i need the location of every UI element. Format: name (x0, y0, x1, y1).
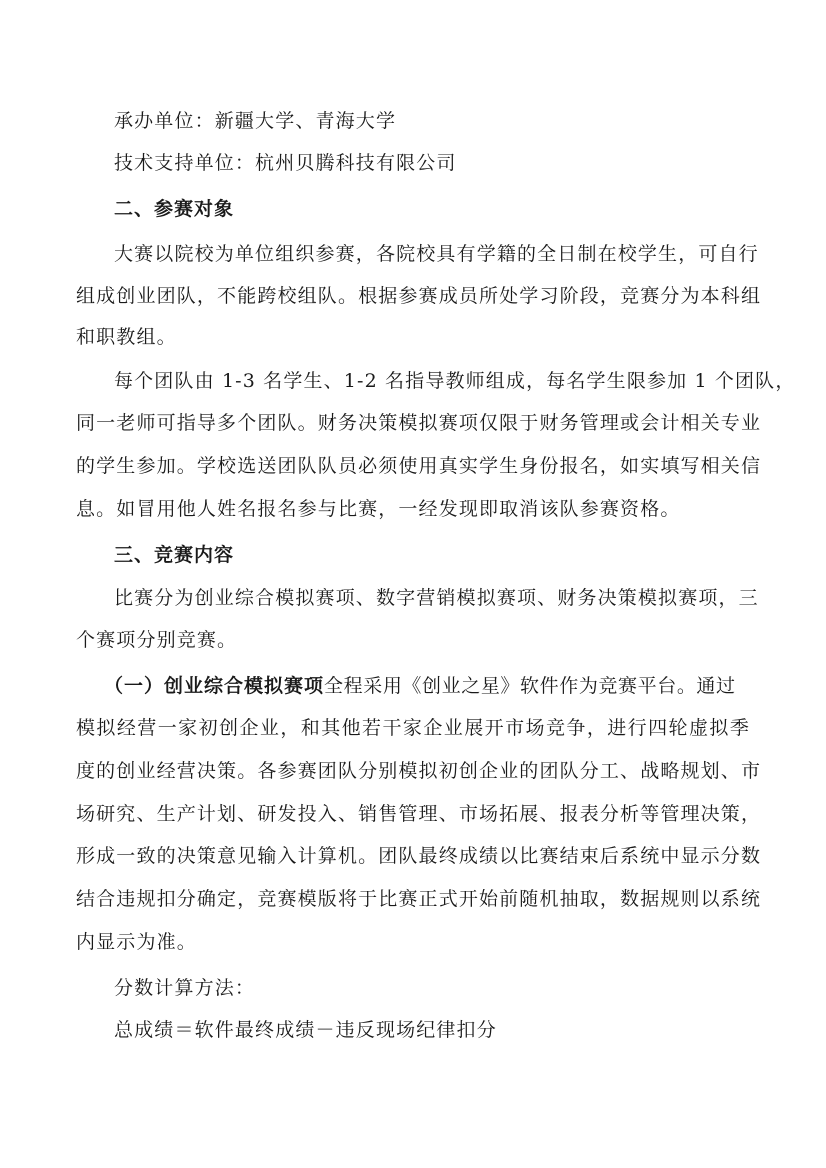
section-heading-content: 三、竞赛内容 (114, 544, 235, 566)
paragraph-line: 内显示为准。 (76, 931, 197, 953)
paragraph-line: 模拟经营一家初创企业，和其他若干家企业展开市场竞争，进行四轮虚拟季 (76, 717, 750, 739)
score-formula: 总成绩＝软件最终成绩－违反现场纪律扣分 (114, 1019, 497, 1041)
paragraph-line: 个赛项分别竞赛。 (76, 629, 238, 651)
paragraph-line: 的学生参加。学校选送团队队员必须使用真实学生身份报名，如实填写相关信 (76, 455, 762, 477)
paragraph-line: 和职教组。 (76, 326, 177, 348)
paragraph-line: 比赛分为创业综合模拟赛项、数字营销模拟赛项、财务决策模拟赛项，三 (114, 587, 759, 609)
paragraph-line: 大赛以院校为单位组织参赛，各院校具有学籍的全日制在校学生，可自行 (114, 243, 759, 265)
paragraph-line: 场研究、生产计划、研发投入、销售管理、市场拓展、报表分析等管理决策， (76, 803, 762, 825)
paragraph-first-line (104, 674, 750, 698)
paragraph-line: 结合违规扣分确定，竞赛模版将于比赛正式开始前随机抽取，数据规则以系统 (76, 888, 762, 910)
paragraph-line: 每个团队由 1-3 名学生、1-2 名指导教师组成，每名学生限参加 1 个团队， (114, 370, 796, 392)
score-method-label: 分数计算方法： (114, 977, 256, 999)
paragraph-line: 组成创业团队，不能跨校组队。根据参赛成员所处学习阶段，竞赛分为本科组 (76, 285, 762, 307)
paragraph-text: 全程采用《创业之星》软件作为竞赛平台。通过 (324, 675, 736, 697)
subsection-title: （一）创业综合模拟赛项 (104, 675, 325, 697)
tech-support-line: 技术支持单位：杭州贝腾科技有限公司 (114, 152, 457, 174)
paragraph-line: 同一老师可指导多个团队。财务决策模拟赛项仅限于财务管理或会计相关专业 (76, 412, 762, 434)
paragraph-line: 形成一致的决策意见输入计算机。团队最终成绩以比赛结束后系统中显示分数 (76, 845, 762, 867)
paragraph-line: 息。如冒用他人姓名报名参与比赛，一经发现即取消该队参赛资格。 (76, 498, 681, 520)
organizer-line: 承办单位：新疆大学、青海大学 (114, 110, 397, 132)
paragraph-line: 度的创业经营决策。各参赛团队分别模拟初创企业的团队分工、战略规划、市 (76, 760, 762, 782)
section-heading-participants: 二、参赛对象 (114, 198, 235, 220)
